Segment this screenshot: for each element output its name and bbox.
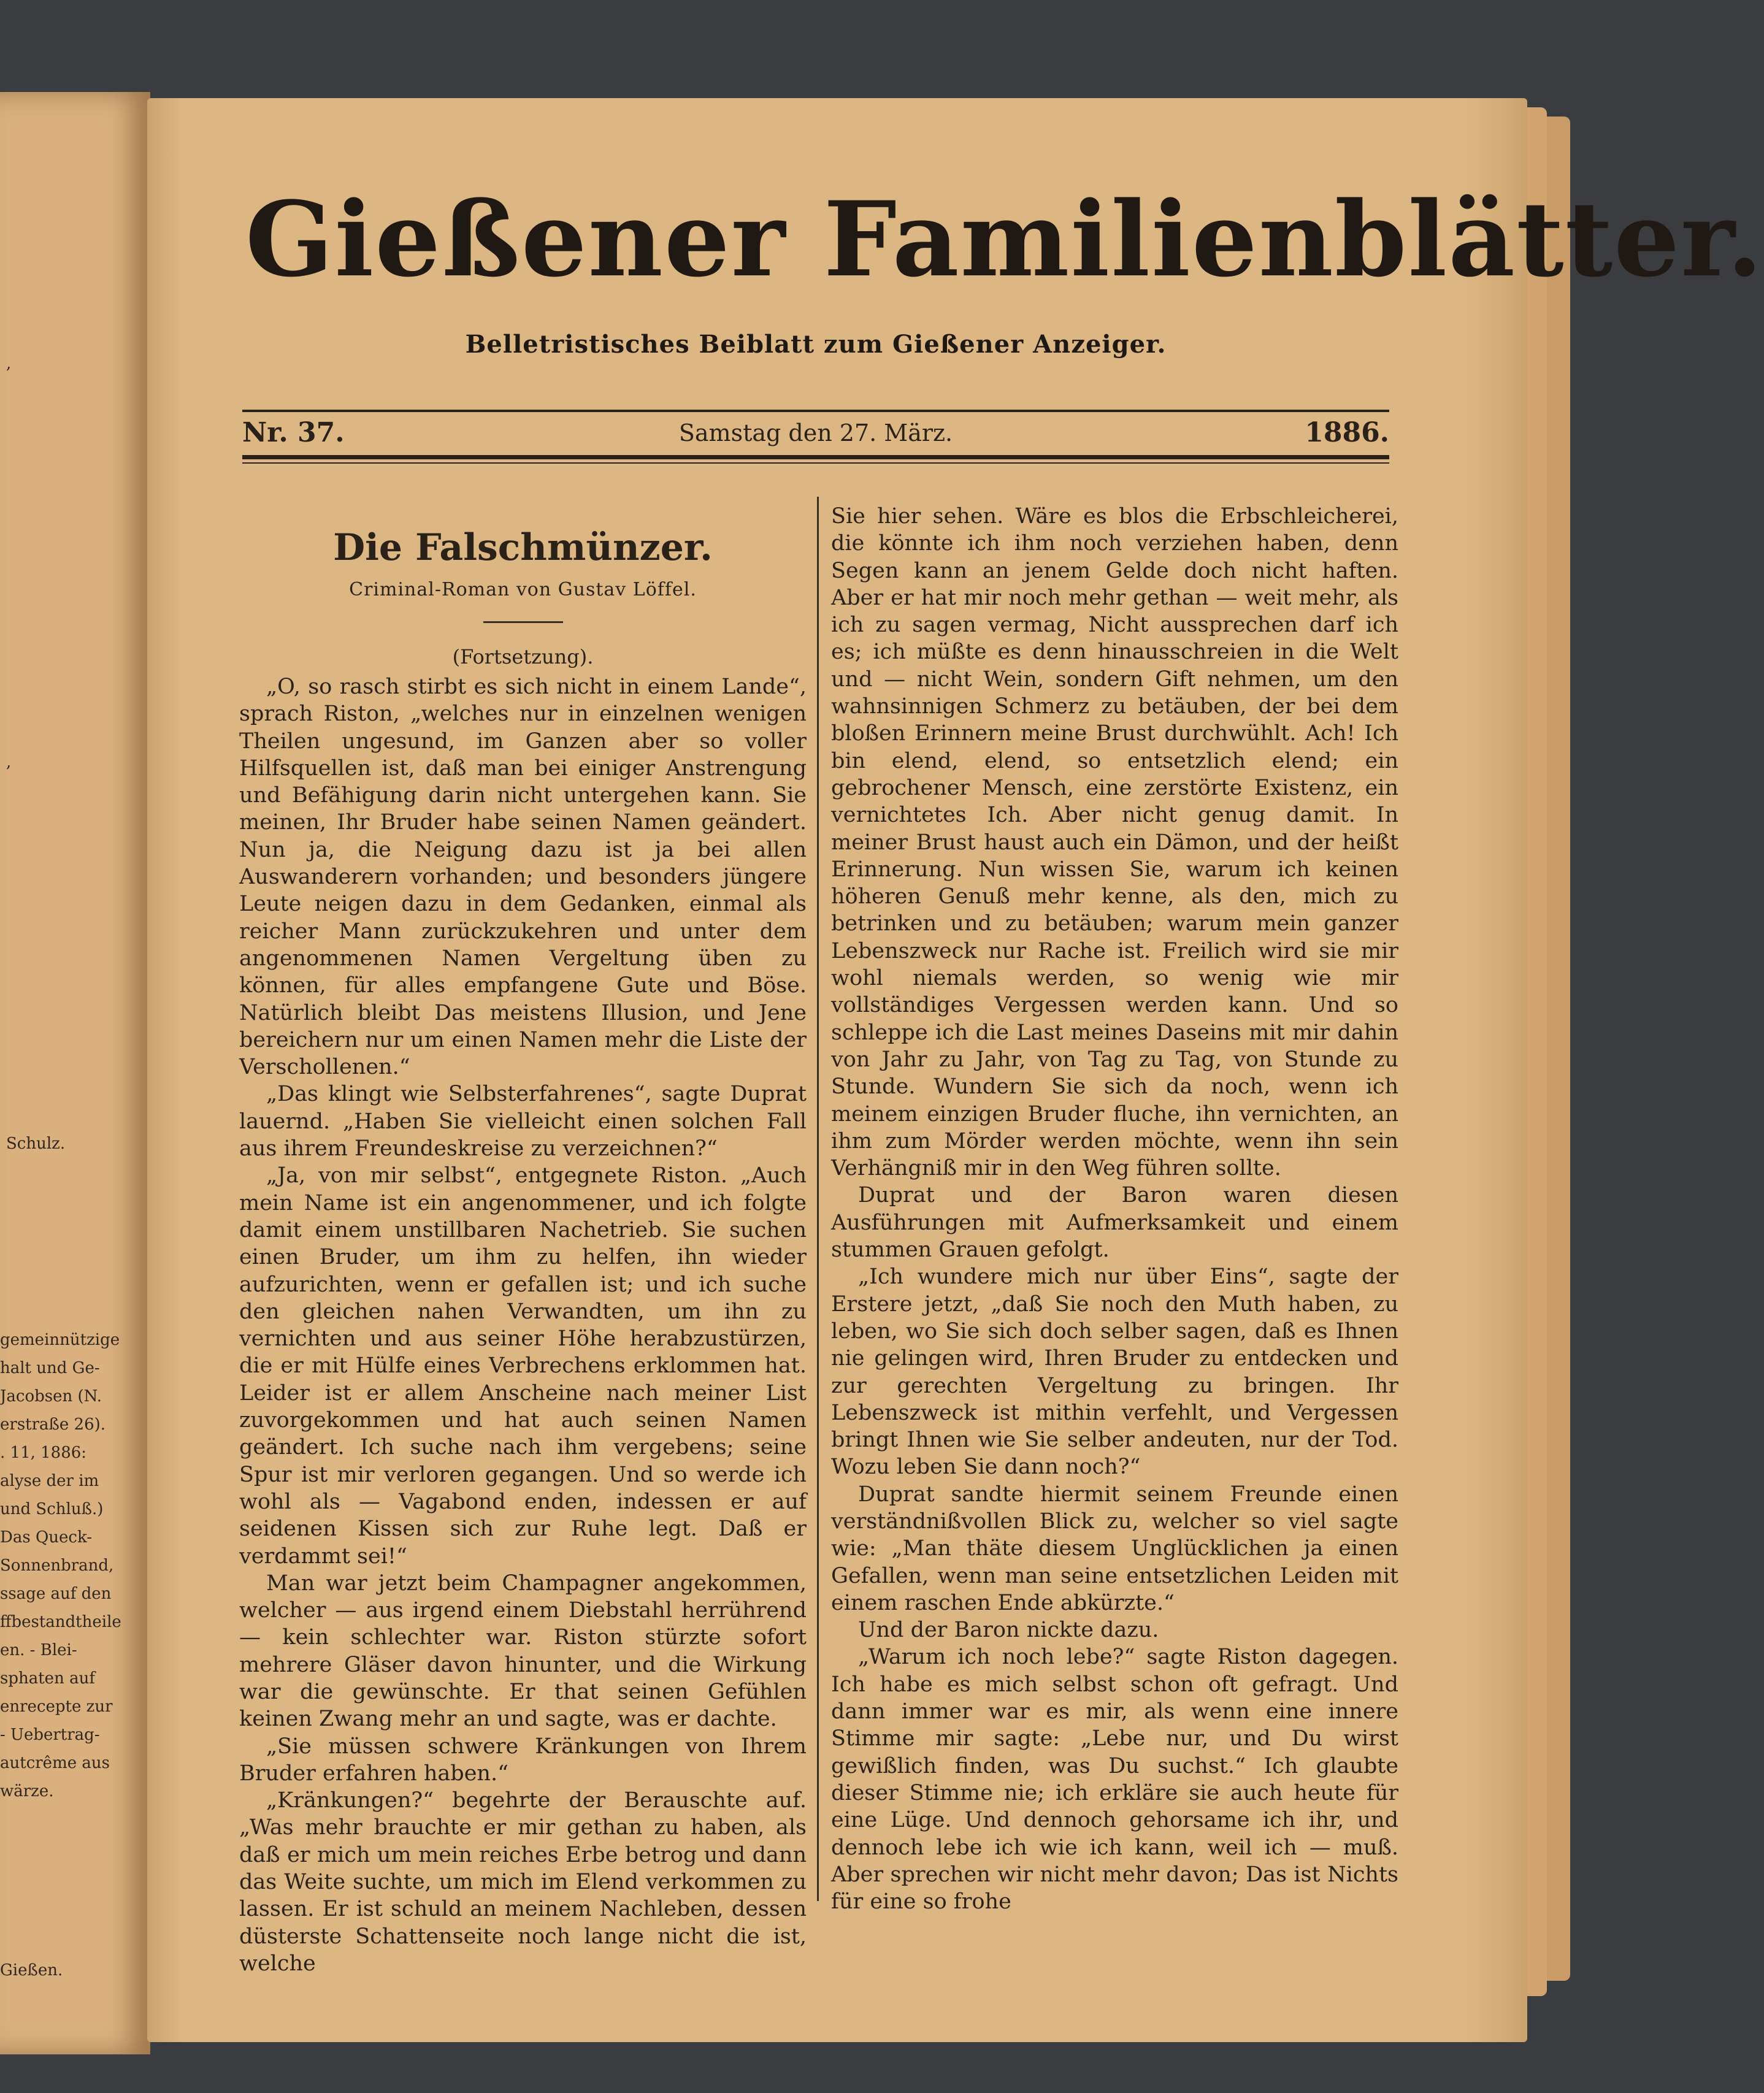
left-fragment: Gießen. xyxy=(0,1961,63,1980)
left-fragment: und Schluß.) xyxy=(0,1500,104,1518)
story-paragraph: „Kränkungen?“ begehrte der Berauschte auf. „Was mehr brauchte er mir gethan zu haben, als daß er mich um mein reiches Erbe betrog und dann das Weite suchte, um mich im Elend verkommen zu lassen. Er ist schuld an meinem Nachleben, dessen düsterste Schattenseite noch lange nicht die ist, welche xyxy=(239,1788,807,1976)
left-fragment: sphaten auf xyxy=(0,1669,95,1688)
story-paragraph: Duprat und der Baron waren diesen Ausführungen mit Aufmerksamkeit und einem stummen Grauen gefolgt. xyxy=(831,1183,1398,1263)
left-fragment: Schulz. xyxy=(6,1135,66,1153)
left-fragment: alyse der im xyxy=(0,1472,99,1490)
story-paragraph: „Sie müssen schwere Kränkungen von Ihrem Bruder erfahren haben.“ xyxy=(239,1734,807,1786)
left-fragment: en. - Blei- xyxy=(0,1641,77,1659)
left-fragment: Sonnenbrand, xyxy=(0,1556,114,1575)
masthead-title: Gießener Familienblätter. xyxy=(245,178,1764,300)
left-fragment: Jacobsen (N. xyxy=(0,1387,102,1406)
story-paragraph: „O, so rasch stirbt es sich nicht in einem Lande“, sprach Riston, „welches nur in einzelnen wenigen Theilen ungesund, im Ganzen aber so voller Hilfsquellen ist, daß man bei einiger Anstrengung und Befähigung darin nicht untergehen kann. Sie meinen, Ihr Bruder habe seinen Namen geändert. Nun ja, die Neigung dazu ist ja bei allen Auswanderern vorhanden; und besonders jüngere Leute neigen dazu in dem Gedanken, einmal als reicher Mann zurückzukehren und unter dem angenommenen Namen Vergeltung üben zu können, für alles empfangene Gute und Böse. Natürlich bleibt Das meistens Illusion, und Jene bereichern nur um einen Namen mehr die Liste der Verschollenen.“ xyxy=(239,675,807,1080)
story-paragraph: „Das klingt wie Selbsterfahrenes“, sagte Duprat lauernd. „Haben Sie vielleicht einen solchen Fall aus ihrem Freundeskreise zu verzeichnen?“ xyxy=(239,1082,807,1161)
story-paragraph: „Ja, von mir selbst“, entgegnete Riston. „Auch mein Name ist ein angenommener, und ich folgte damit einem unstillbaren Nachetrieb. Sie suchen einen Bruder, um ihm zu helfen, ihn wieder aufzurichten, wenn er gefallen ist; und ich suche den gleichen nahen Verwandten, um ihn zu vernichten und aus seiner Höhe herabzustürzen, die er mit Hülfe eines Verbrechens erklommen hat. Leider ist er allem Anscheine nach meiner List zuvorgekommen und hat auch seinen Namen geändert. Ich suche nach ihm vergebens; seine Spur ist mir verloren gegangen. Und so werde ich wohl als — Vagabond enden, indessen er auf seidenen Kissen sich zur Ruhe legt. Daß er verdammt sei!“ xyxy=(239,1163,807,1569)
issue-year: 1886. xyxy=(1305,417,1389,448)
issue-number: Nr. 37. xyxy=(242,417,345,448)
left-page-edge xyxy=(0,92,150,2054)
masthead xyxy=(245,178,1764,359)
left-fragment: . 11, 1886: xyxy=(0,1444,87,1462)
left-fragment: erstraße 26). xyxy=(0,1415,106,1434)
issue-date: Samstag den 27. März. xyxy=(678,419,953,446)
masthead-rule-bottom-thin xyxy=(242,462,1389,464)
masthead-subtitle: Belletristisches Beiblatt zum Gießener Anzeiger. xyxy=(465,330,1167,359)
story-title: Die Falschmünzer. xyxy=(333,526,713,569)
story-continuation: (Fortsetzung). xyxy=(452,645,594,668)
story-paragraph: „Ich wundere mich nur über Eins“, sagte der Erstere jetzt, „daß Sie noch den Muth haben, zu leben, wo Sie sich doch selber sagen, daß es Ihnen nie gelingen wird, Ihren Bruder zu entdecken und zur gerechten Vergeltung zu bringen. Ihr Lebenszweck ist mithin verfehlt, und Vergessen bringt Ihnen wie Sie selber andeuten, nur der Tod. Wozu leben Sie dann noch?“ xyxy=(831,1265,1398,1480)
left-fragment: autcrême aus xyxy=(0,1754,110,1772)
left-fragment: enrecepte zur xyxy=(0,1697,113,1716)
story-byline: Criminal-Roman von Gustav Löffel. xyxy=(349,579,697,600)
masthead-rule-bottom xyxy=(242,455,1389,459)
left-fragment: halt und Ge- xyxy=(0,1359,100,1377)
masthead-rule-top xyxy=(242,410,1389,412)
issue-line xyxy=(242,417,1389,460)
left-fragment: gemeinnützige xyxy=(0,1331,120,1349)
column-right xyxy=(831,503,1398,1915)
story-paragraph: Und der Baron nickte dazu. xyxy=(858,1618,1159,1643)
story-separator xyxy=(483,621,563,623)
left-fragment: , xyxy=(6,753,12,771)
left-fragment: ssage auf den xyxy=(0,1585,112,1603)
story-paragraph: Duprat sandte hiermit seinem Freunde einen verständnißvollen Blick zu, welcher so viel sagte wie: „Man thäte diesem Unglücklichen ja einen Gefallen, wenn man seine entsetzlichen Leiden mit einem raschen Ende abkürzte.“ xyxy=(831,1482,1398,1615)
left-fragment: ffbestandtheile xyxy=(0,1613,121,1631)
column-divider xyxy=(817,497,819,1901)
left-fragment: , xyxy=(6,354,12,373)
left-fragment: - Uebertrag- xyxy=(0,1726,100,1744)
story-paragraph: Sie hier sehen. Wäre es blos die Erbschleicherei, die könnte ich ihm noch verziehen haben, denn Segen kann an jenem Gelde doch nicht haften. Aber er hat mir noch mehr gethan — weit mehr, als ich zu sagen vermag, Nicht aussprechen darf ich es; ich müßte es denn hinausschreien in die Welt und — nicht Wein, sondern Gift nehmen, um den wahnsinnigen Schmerz zu betäuben, der bei dem bloßen Erinnern meine Brust durchwühlt. Ach! Ich bin elend, elend, so entsetzlich elend; ein gebrochener Mensch, eine zerstörte Existenz, ein vernichtetes Ich. Aber nicht genug damit. In meiner Brust haust auch ein Dämon, und der heißt Erinnerung. Nun wissen Sie, warum ich keinen höheren Genuß mehr kenne, als den, mich zu betrinken und zu betäuben; warum mein ganzer Lebenszweck nur Rache ist. Freilich wird sie mir wohl niemals werden, so wenig wie mir vollständiges Vergessen werden kann. Und so schleppe ich die Last meines Daseins mit mir dahin von Jahr zu Jahr, von Tag zu Tag, von Stunde zu Stunde. Wundern Sie sich da noch, wenn ich meinem einzigen Bruder fluche, ihn vernichten, an ihm zum Mörder werden möchte, wenn ihn sein Verhängniß mir in den Weg führen sollte. xyxy=(831,504,1398,1181)
story-paragraph: Man war jetzt beim Champagner angekommen, welcher — aus irgend einem Diebstahl herrührend — kein schlechter war. Riston stürzte sofort mehrere Gläser davon hinunter, und die Wirkung war die gewünschte. Er that seinen Gefühlen keinen Zwang mehr an und sagte, was er dachte. xyxy=(239,1571,807,1732)
left-fragment: wärze. xyxy=(0,1782,54,1800)
story-paragraph: „Warum ich noch lebe?“ sagte Riston dagegen. Ich habe es mich selbst schon oft gefragt. Und dann immer war es mir, als wenn eine innere Stimme mir sagte: „Lebe nur, und Du wirst gewißlich finden, was Du suchst.“ Ich glaubte dieser Stimme nie; ich erkläre sie auch heute für eine Lüge. Und dennoch gehorsame ich ihr, und dennoch lebe ich wie ich kann, weil ich — muß. Aber sprechen wir nicht mehr davon; Das ist Nichts für eine so frohe xyxy=(831,1645,1398,1915)
left-fragment: Das Queck- xyxy=(0,1528,93,1547)
column-left xyxy=(239,503,807,1977)
